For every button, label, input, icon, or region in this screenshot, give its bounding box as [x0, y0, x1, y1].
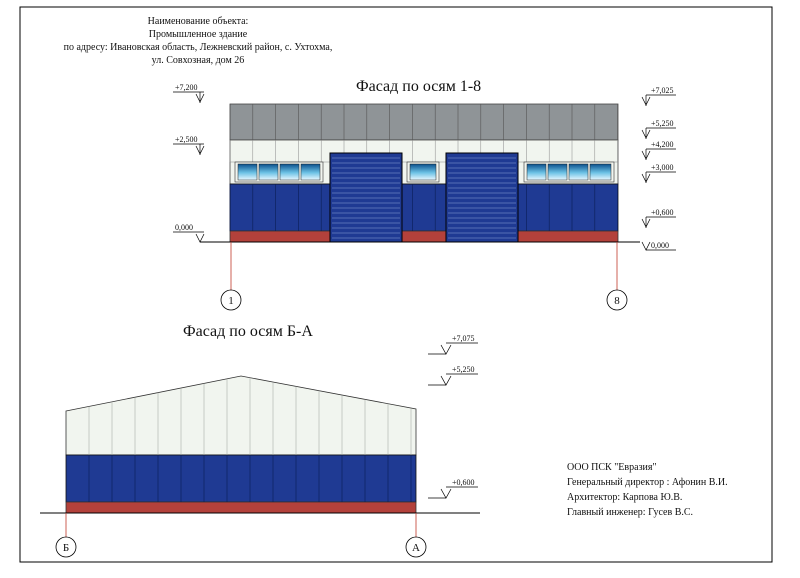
window-group-right — [524, 162, 614, 182]
signature-block — [567, 462, 728, 518]
level-marks-left — [173, 83, 204, 242]
window-pane — [569, 164, 588, 180]
facade-main-title: Фасад по осям 1-8 — [356, 78, 482, 95]
company-name: ООО ПСК "Евразия" — [567, 462, 657, 473]
window-pane — [590, 164, 611, 180]
window-pane — [410, 164, 436, 180]
axis-markers-main — [221, 242, 627, 310]
header-line-2: Промышленное здание — [148, 29, 248, 40]
header-line-3: по адресу: Ивановская область, Лежневский район, с. Ухтохма, — [63, 42, 333, 53]
header-line-1: Наименование объекта: — [147, 16, 249, 27]
level-right-7025: +7,025 — [651, 86, 674, 95]
object-header — [64, 16, 333, 66]
axis-label-8: 8 — [614, 295, 620, 307]
level-left-7200: +7,200 — [175, 83, 198, 92]
axis-label-1: 1 — [228, 295, 234, 307]
level-right-3000: +3,000 — [651, 163, 674, 172]
window-pane — [259, 164, 278, 180]
window-pane — [301, 164, 320, 180]
level-marks-side — [428, 334, 478, 498]
window-pane — [280, 164, 299, 180]
side-wall-blue — [66, 455, 416, 502]
level-right-0600: +0,600 — [651, 208, 674, 217]
roller-gate-right — [446, 153, 518, 242]
wall-band-blue — [230, 184, 618, 231]
chief-engineer: Главный инженер: Гусев В.С. — [567, 507, 694, 518]
level-left-0000: 0,000 — [175, 223, 193, 232]
level-marks-right — [642, 86, 676, 250]
level-right-5250: +5,250 — [651, 119, 674, 128]
facade-main — [230, 104, 618, 242]
facade-side — [66, 376, 416, 513]
facade-side-title: Фасад по осям Б-А — [183, 323, 313, 340]
axis-markers-side — [56, 513, 426, 557]
level-right-4200: +4,200 — [651, 140, 674, 149]
window-pane — [238, 164, 257, 180]
gable-wall-white — [66, 376, 416, 455]
level-right-0000: 0,000 — [651, 241, 669, 250]
roof-band — [230, 104, 618, 140]
level-side-7075: +7,075 — [452, 334, 475, 343]
plinth — [230, 231, 618, 242]
axis-label-b: Б — [62, 542, 70, 554]
level-left-2500: +2,500 — [175, 135, 198, 144]
window-pane — [527, 164, 546, 180]
general-director: Генеральный директор : Афонин В.И. — [567, 477, 728, 488]
window-group-middle — [407, 162, 439, 182]
header-line-4: ул. Совхозная, дом 26 — [151, 55, 245, 66]
window-group-left — [235, 162, 323, 182]
roller-gate-left — [330, 153, 402, 242]
level-side-5250: +5,250 — [452, 365, 475, 374]
window-pane — [548, 164, 567, 180]
architect: Архитектор: Карпова Ю.В. — [567, 492, 683, 503]
side-plinth — [66, 502, 416, 513]
level-side-0600: +0,600 — [452, 478, 475, 487]
axis-label-a: А — [412, 542, 420, 554]
